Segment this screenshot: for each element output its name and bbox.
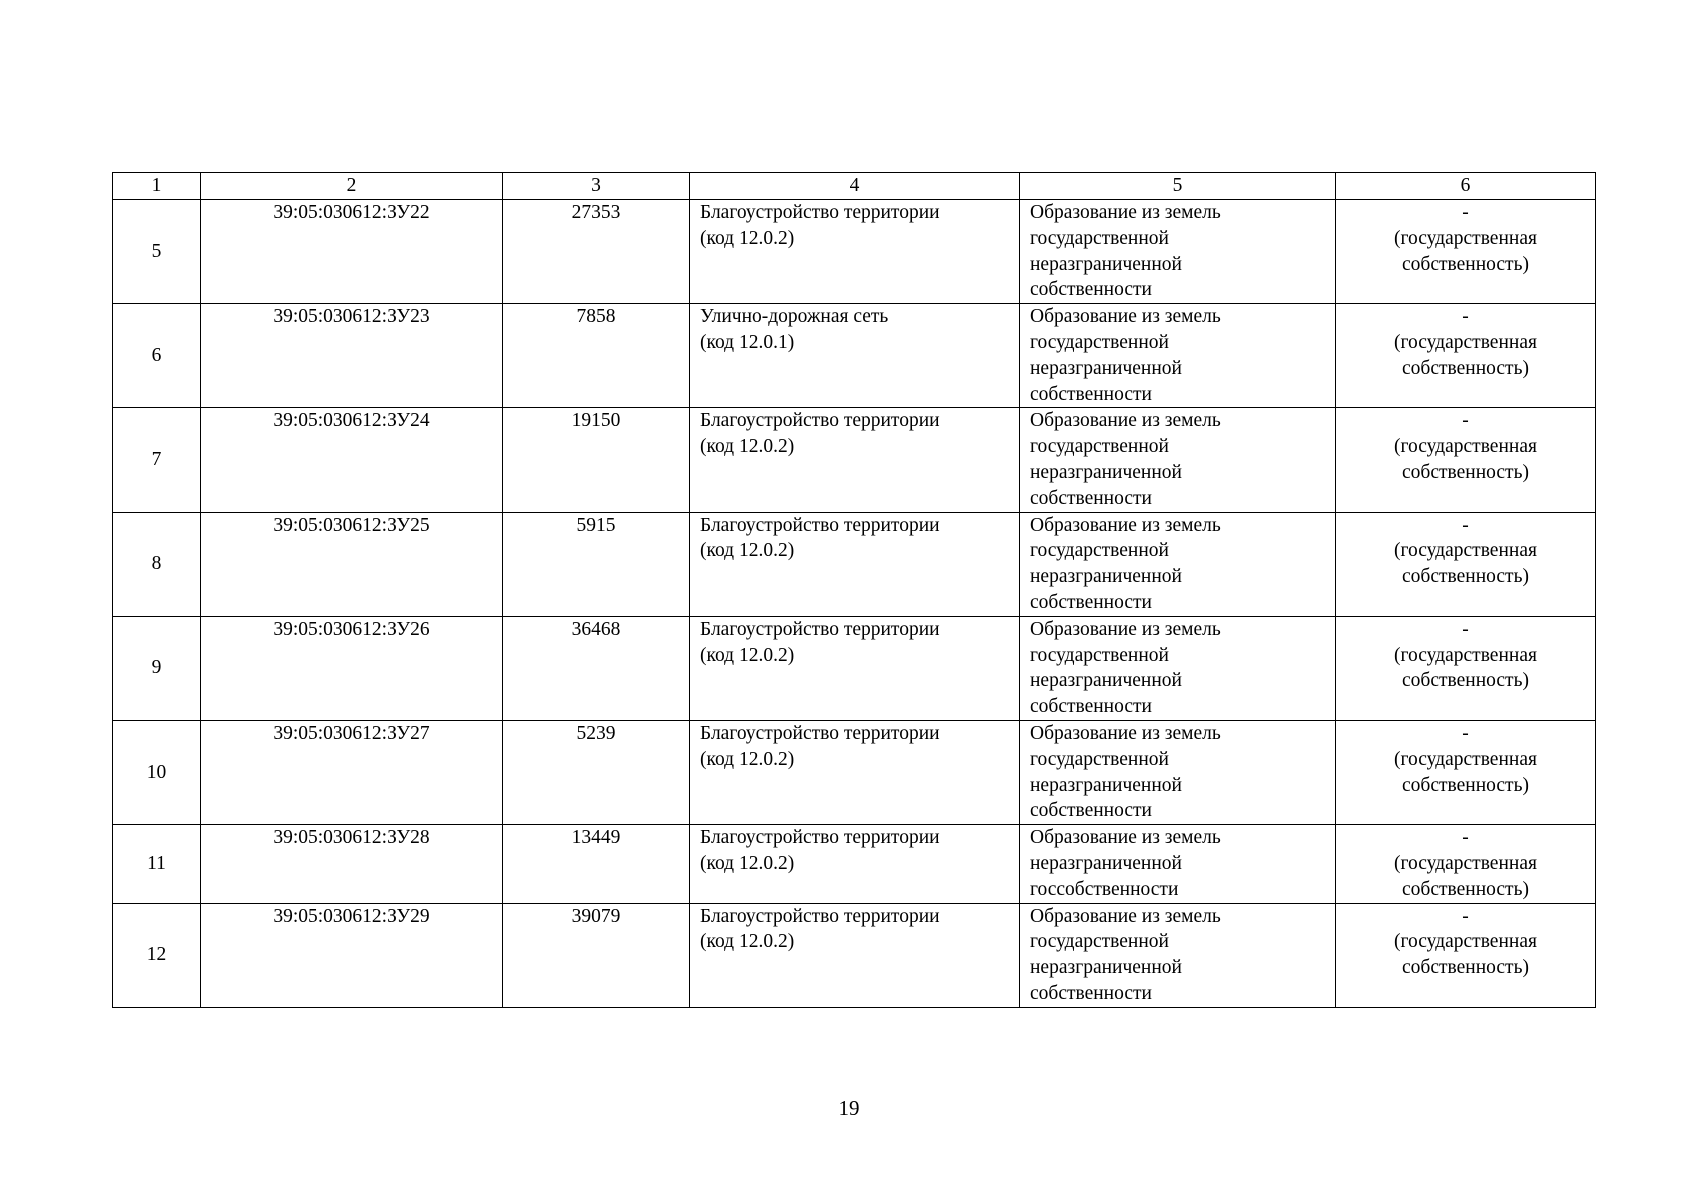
ownership-line: собственность) (1402, 357, 1529, 379)
row-number-cell: 8 (113, 512, 201, 616)
permitted-use-line: (код 12.0.2) (700, 931, 795, 953)
formation-method-cell (1020, 304, 1336, 408)
formation-method-line: собственности (1030, 982, 1152, 1004)
table-row (113, 903, 1596, 1007)
formation-method-cell (1020, 720, 1336, 824)
formation-method-line: государственной (1030, 227, 1169, 249)
ownership-line: собственность) (1402, 253, 1529, 275)
formation-method-line: неразграниченной (1030, 253, 1182, 275)
permitted-use-line: Благоустройство территории (700, 514, 940, 536)
area-cell: 27353 (503, 200, 690, 304)
area-cell: 5239 (503, 720, 690, 824)
formation-method-line: собственности (1030, 279, 1152, 301)
formation-method-line: Образование из земель (1030, 722, 1221, 744)
formation-method-line: государственной (1030, 331, 1169, 353)
cadastral-number-cell: 39:05:030612:ЗУ27 (201, 720, 503, 824)
formation-method-line: неразграниченной (1030, 670, 1182, 692)
row-number-cell: 11 (113, 825, 201, 903)
row-number-cell: 10 (113, 720, 201, 824)
ownership-line: - (1462, 905, 1469, 927)
cadastral-number-cell: 39:05:030612:ЗУ29 (201, 903, 503, 1007)
column-number-4: 4 (690, 173, 1020, 200)
permitted-use-line: Благоустройство территории (700, 905, 940, 927)
cadastral-number-cell: 39:05:030612:ЗУ22 (201, 200, 503, 304)
ownership-cell (1336, 903, 1596, 1007)
formation-method-line: собственности (1030, 383, 1152, 405)
formation-method-line: Образование из земель (1030, 202, 1221, 223)
table-row (113, 720, 1596, 824)
cadastral-number-cell: 39:05:030612:ЗУ24 (201, 408, 503, 512)
cadastral-number-cell: 39:05:030612:ЗУ26 (201, 616, 503, 720)
cadastral-number-cell: 39:05:030612:ЗУ25 (201, 512, 503, 616)
ownership-line: (государственная (1394, 931, 1537, 953)
area-cell: 36468 (503, 616, 690, 720)
formation-method-line: госсобственности (1030, 878, 1179, 900)
ownership-line: (государственная (1394, 540, 1537, 562)
area-cell: 13449 (503, 825, 690, 903)
formation-method-line: государственной (1030, 436, 1169, 458)
ownership-line: (государственная (1394, 436, 1537, 458)
area-cell: 5915 (503, 512, 690, 616)
table-row (113, 408, 1596, 512)
formation-method-line: неразграниченной (1030, 957, 1182, 979)
permitted-use-cell (690, 720, 1020, 824)
ownership-line: (государственная (1394, 748, 1537, 770)
formation-method-line: государственной (1030, 748, 1169, 770)
area-cell: 19150 (503, 408, 690, 512)
permitted-use-cell (690, 408, 1020, 512)
ownership-line: - (1462, 410, 1469, 432)
ownership-line: (государственная (1394, 227, 1537, 249)
ownership-cell (1336, 720, 1596, 824)
row-number-cell: 7 (113, 408, 201, 512)
permitted-use-line: (код 12.0.2) (700, 227, 795, 249)
formation-method-line: государственной (1030, 644, 1169, 666)
permitted-use-cell (690, 616, 1020, 720)
ownership-line: собственность) (1402, 878, 1529, 900)
column-number-3: 3 (503, 173, 690, 200)
formation-method-line: собственности (1030, 696, 1152, 718)
ownership-line: собственность) (1402, 774, 1529, 796)
formation-method-line: Образование из земель (1030, 306, 1221, 328)
ownership-cell (1336, 616, 1596, 720)
table-row (113, 304, 1596, 408)
row-number-cell: 9 (113, 616, 201, 720)
ownership-line: - (1462, 827, 1469, 849)
table-row (113, 825, 1596, 903)
formation-method-line: Образование из земель (1030, 514, 1221, 536)
page-number: 19 (838, 1096, 860, 1120)
formation-method-line: неразграниченной (1030, 357, 1182, 379)
column-number-6: 6 (1336, 173, 1596, 200)
formation-method-line: собственности (1030, 591, 1152, 613)
formation-method-line: неразграниченной (1030, 774, 1182, 796)
table-body (113, 173, 1596, 1008)
formation-method-line: собственности (1030, 487, 1152, 509)
row-number-cell: 5 (113, 200, 201, 304)
ownership-line: собственность) (1402, 957, 1529, 979)
formation-method-cell (1020, 616, 1336, 720)
formation-method-line: государственной (1030, 540, 1169, 562)
permitted-use-line: (код 12.0.2) (700, 644, 795, 666)
row-number-cell: 12 (113, 903, 201, 1007)
formation-method-line: неразграниченной (1030, 566, 1182, 588)
area-cell: 39079 (503, 903, 690, 1007)
formation-method-line: Образование из земель (1030, 827, 1221, 849)
column-number-1: 1 (113, 173, 201, 200)
ownership-cell (1336, 200, 1596, 304)
ownership-line: (государственная (1394, 644, 1537, 666)
ownership-line: собственность) (1402, 566, 1529, 588)
table-header-row (113, 173, 1596, 200)
formation-method-line: Образование из земель (1030, 618, 1221, 640)
ownership-cell (1336, 825, 1596, 903)
ownership-line: - (1462, 306, 1469, 328)
column-number-5: 5 (1020, 173, 1336, 200)
ownership-line: собственность) (1402, 461, 1529, 483)
permitted-use-line: Благоустройство территории (700, 722, 940, 744)
formation-method-line: неразграниченной (1030, 461, 1182, 483)
cadastral-number-cell: 39:05:030612:ЗУ23 (201, 304, 503, 408)
permitted-use-line: (код 12.0.2) (700, 852, 795, 874)
permitted-use-line: Благоустройство территории (700, 618, 940, 640)
ownership-line: - (1462, 618, 1469, 640)
permitted-use-line: (код 12.0.1) (700, 331, 795, 353)
permitted-use-cell (690, 200, 1020, 304)
permitted-use-line: Благоустройство территории (700, 202, 940, 223)
permitted-use-line: (код 12.0.2) (700, 748, 795, 770)
formation-method-cell (1020, 825, 1336, 903)
ownership-cell (1336, 512, 1596, 616)
formation-method-cell (1020, 200, 1336, 304)
permitted-use-cell (690, 903, 1020, 1007)
land-parcels-table (112, 172, 1596, 1008)
formation-method-cell (1020, 408, 1336, 512)
permitted-use-line: Улично-дорожная сеть (700, 306, 889, 328)
table-row (113, 200, 1596, 304)
ownership-cell (1336, 408, 1596, 512)
permitted-use-cell (690, 825, 1020, 903)
permitted-use-cell (690, 512, 1020, 616)
permitted-use-line: (код 12.0.2) (700, 436, 795, 458)
formation-method-line: Образование из земель (1030, 905, 1221, 927)
formation-method-cell (1020, 903, 1336, 1007)
area-cell: 7858 (503, 304, 690, 408)
permitted-use-line: (код 12.0.2) (700, 540, 795, 562)
table-row (113, 616, 1596, 720)
formation-method-line: государственной (1030, 931, 1169, 953)
ownership-line: - (1462, 514, 1469, 536)
ownership-line: - (1462, 722, 1469, 744)
cadastral-number-cell: 39:05:030612:ЗУ28 (201, 825, 503, 903)
ownership-line: (государственная (1394, 331, 1537, 353)
row-number-cell: 6 (113, 304, 201, 408)
permitted-use-cell (690, 304, 1020, 408)
ownership-line: (государственная (1394, 852, 1537, 874)
ownership-cell (1336, 304, 1596, 408)
ownership-line: - (1462, 202, 1469, 223)
permitted-use-line: Благоустройство территории (700, 410, 940, 432)
formation-method-line: неразграниченной (1030, 852, 1182, 874)
formation-method-line: собственности (1030, 800, 1152, 822)
column-number-2: 2 (201, 173, 503, 200)
formation-method-cell (1020, 512, 1336, 616)
permitted-use-line: Благоустройство территории (700, 827, 940, 849)
ownership-line: собственность) (1402, 670, 1529, 692)
table-row (113, 512, 1596, 616)
formation-method-line: Образование из земель (1030, 410, 1221, 432)
